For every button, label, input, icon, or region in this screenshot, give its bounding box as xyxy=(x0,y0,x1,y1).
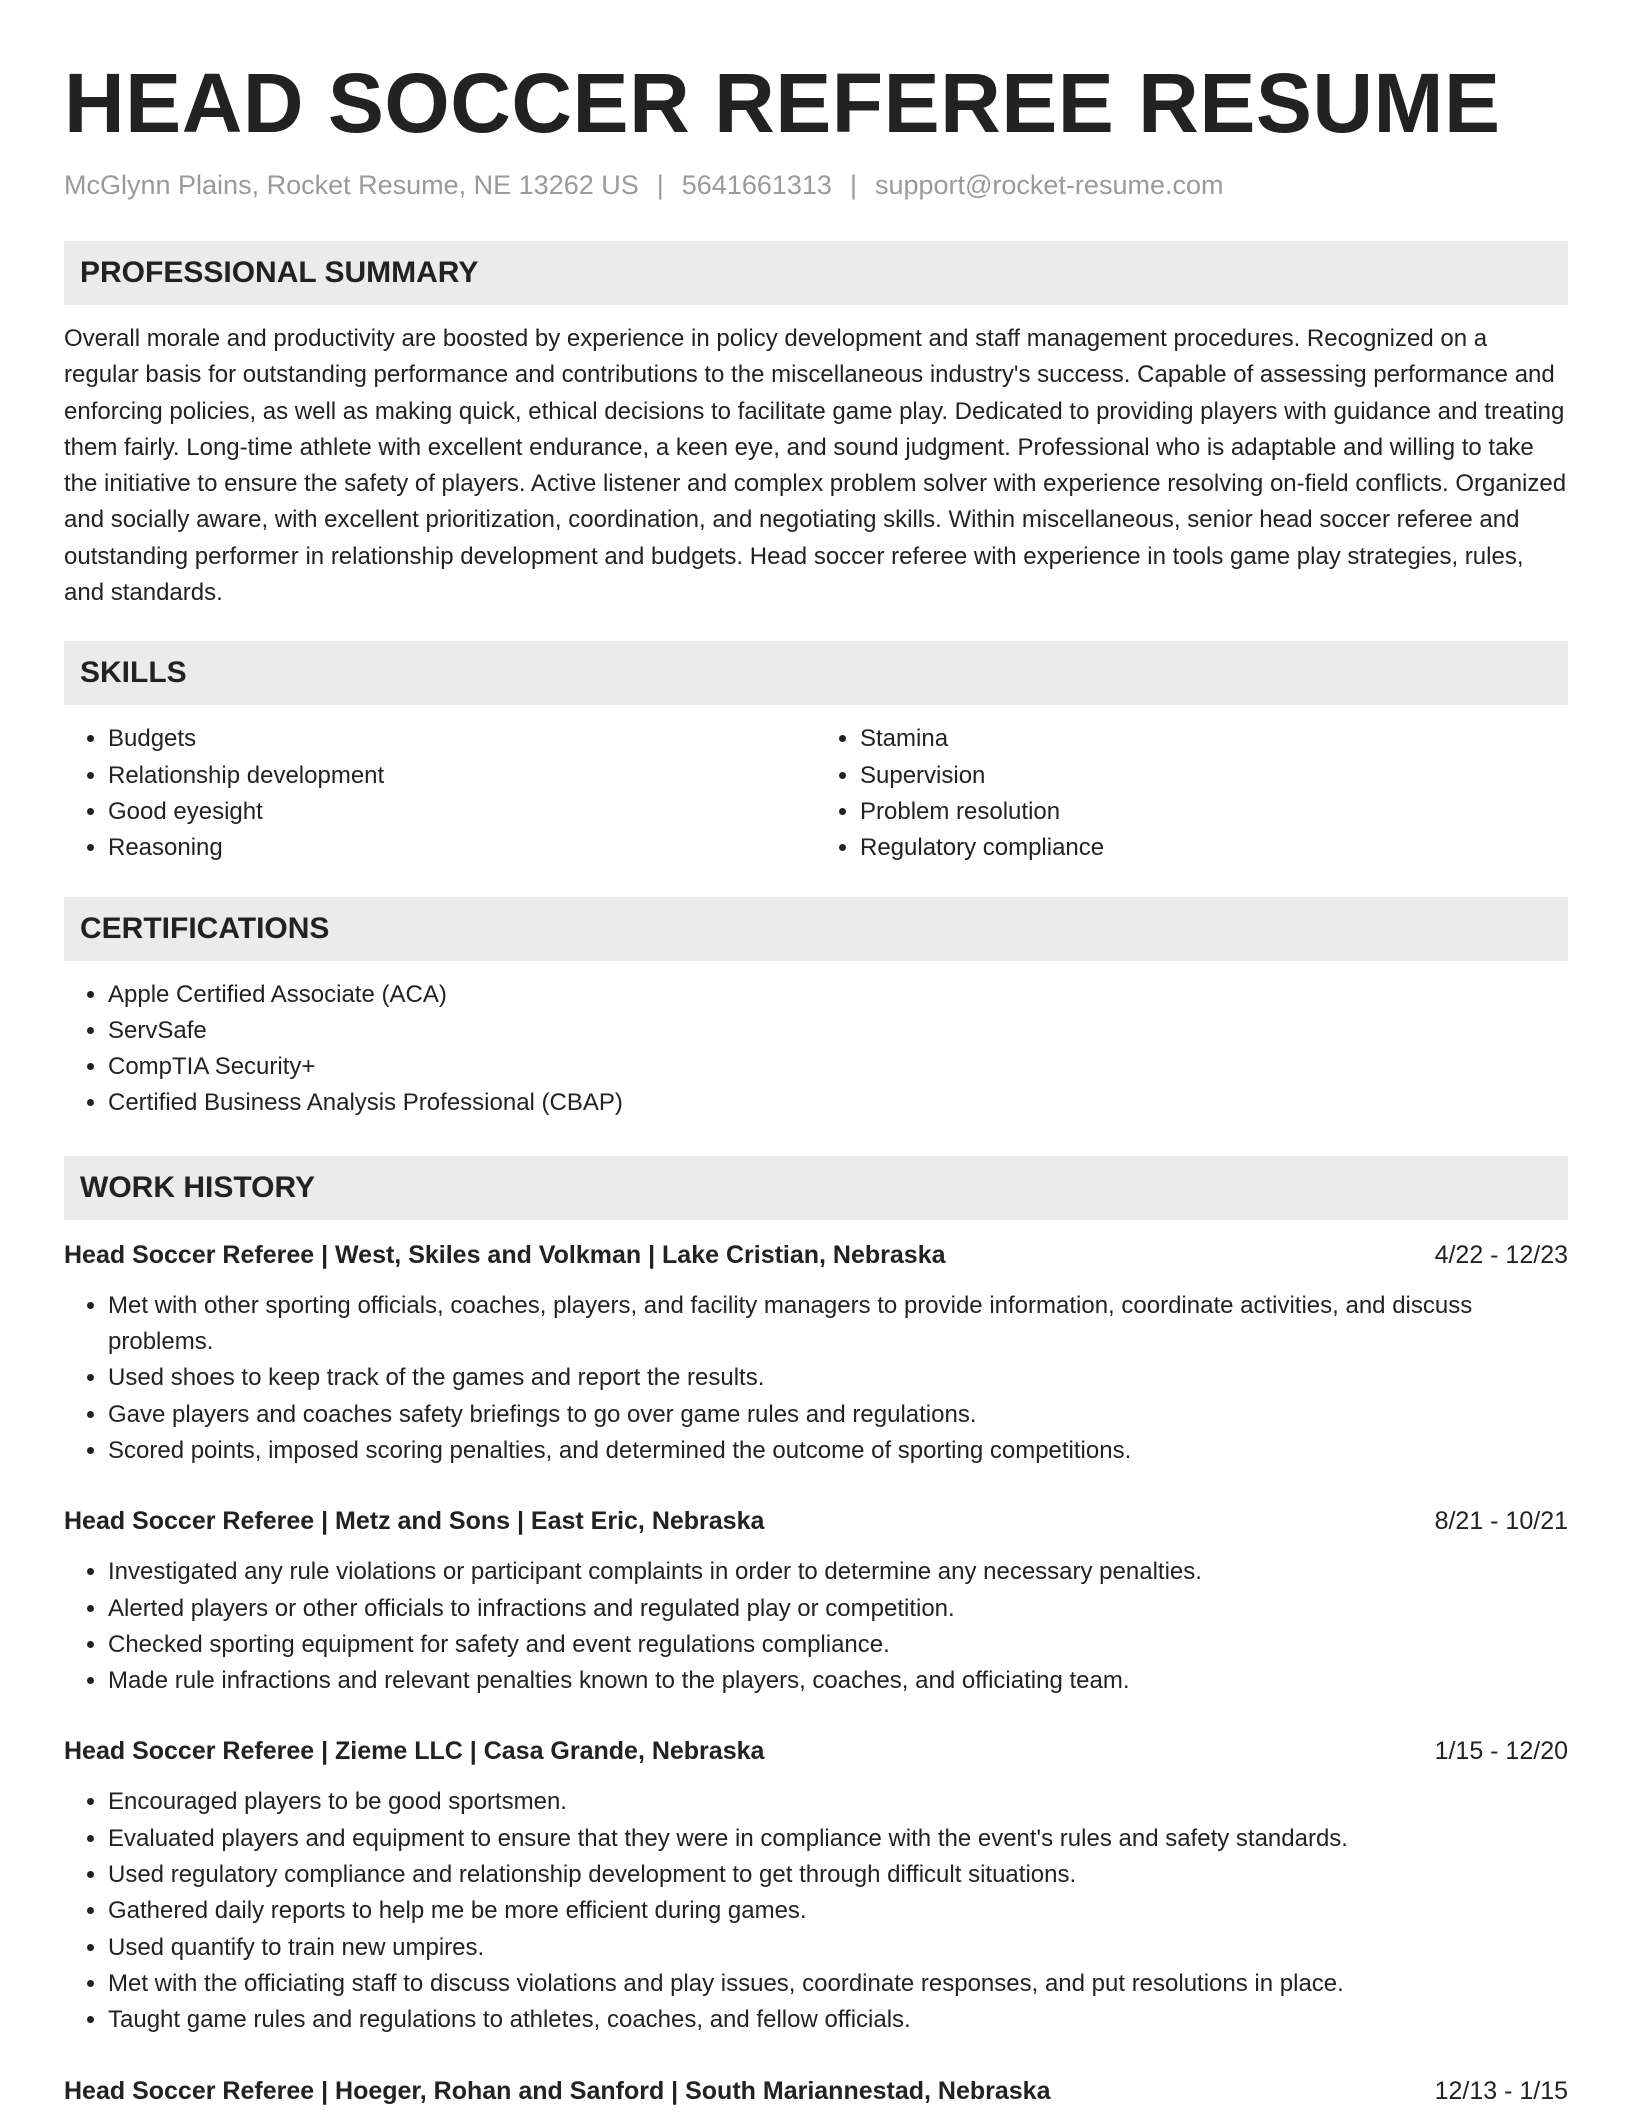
summary-text: Overall morale and productivity are boosted by experience in policy development and staff management procedures. Recognized on a regular basis for outstanding performance and contributions to the miscellaneous industry's success. Capable of assessing performance and enforcing policies, as well as making quick, ethical decisions to facilitate game play. Dedicated to providing players with guidance and treating them fairly. Long-time athlete with excellent endurance, a keen eye, and sound judgment. Professional who is adaptable and willing to take the initiative to ensure the safety of players. Active listener and complex problem solver with experience resolving on-field conflicts. Organized and socially aware, with excellent prioritization, coordination, and negotiating skills. Within miscellaneous, senior head soccer referee and outstanding performer in relationship development and budgets. Head soccer referee with experience in tools game play strategies, rules, and standards. xyxy=(64,325,1567,607)
certifications-list xyxy=(64,977,1568,1122)
contact-phone: 5641661313 xyxy=(681,170,832,200)
job-dates: 4/22 - 12/23 xyxy=(1434,1240,1568,1269)
skill-item: • Budgets xyxy=(108,721,816,757)
certification-item: • ServSafe xyxy=(108,1013,1568,1049)
job-dates: 1/15 - 12/20 xyxy=(1434,1737,1568,1766)
skill-item: • Regulatory compliance xyxy=(860,830,1568,866)
job-title: Head Soccer Referee | West, Skiles and Volkman | Lake Cristian, Nebraska xyxy=(64,1240,946,1269)
job-dates: 12/13 - 1/15 xyxy=(1434,2076,1568,2105)
job-duty: • Met with the officiating staff to discuss violations and play issues, coordinate responses, and put resolutions in place. xyxy=(108,1966,1568,2002)
job-dates: 8/21 - 10/21 xyxy=(1434,1507,1568,1536)
job-duty: • Met with other sporting officials, coaches, players, and facility managers to provide information, coordinate activities, and discuss problems. xyxy=(108,1288,1568,1361)
job-duty: • Scored points, imposed scoring penalties, and determined the outcome of sporting competitions. xyxy=(108,1433,1568,1469)
section-header-work-history: WORK HISTORY xyxy=(64,1156,1568,1220)
job-title: Head Soccer Referee | Hoeger, Rohan and Sanford | South Mariannestad, Nebraska xyxy=(64,2076,1051,2105)
job-header xyxy=(64,1238,1568,1272)
section-header-skills: SKILLS xyxy=(64,641,1568,705)
job-duty: • Checked sporting equipment for safety and event regulations compliance. xyxy=(108,1627,1568,1663)
contact-separator: | xyxy=(849,170,857,200)
job-duty: • Used regulatory compliance and relationship development to get through difficult situations. xyxy=(108,1857,1568,1893)
job-duty: • Used quantify to train new umpires. xyxy=(108,1930,1568,1966)
skills-list xyxy=(64,721,1568,866)
job-duty: • Encouraged players to be good sportsmen. xyxy=(108,1784,1568,1820)
skills-column-left xyxy=(64,721,816,866)
section-header-certifications: CERTIFICATIONS xyxy=(64,897,1568,961)
job-duty: • Gave players and coaches safety briefings to go over game rules and regulations. xyxy=(108,1397,1568,1433)
certification-item: • Apple Certified Associate (ACA) xyxy=(108,977,1568,1013)
skill-item: • Reasoning xyxy=(108,830,816,866)
job-duty: • Taught game rules and regulations to athletes, coaches, and fellow officials. xyxy=(108,2002,1568,2038)
job-duties-list xyxy=(64,1784,1568,2038)
resume-title: HEAD SOCCER REFEREE RESUME xyxy=(64,56,1501,150)
job-title: Head Soccer Referee | Zieme LLC | Casa Grande, Nebraska xyxy=(64,1737,765,1766)
job-duty: • Gathered daily reports to help me be more efficient during games. xyxy=(108,1893,1568,1929)
certification-item: • Certified Business Analysis Professional (CBAP) xyxy=(108,1085,1568,1121)
skill-item: • Supervision xyxy=(860,758,1568,794)
contact-address: McGlynn Plains, Rocket Resume, NE 13262 US xyxy=(64,170,639,200)
contact-separator: | xyxy=(656,170,664,200)
job-duties-list xyxy=(64,1288,1568,1469)
job-duty: • Evaluated players and equipment to ensure that they were in compliance with the event's rules and safety standards. xyxy=(108,1821,1568,1857)
job-duty: • Made rule infractions and relevant penalties known to the players, coaches, and officiating team. xyxy=(108,1663,1568,1699)
job-duty: • Alerted players or other officials to infractions and regulated play or competition. xyxy=(108,1591,1568,1627)
skill-item: • Relationship development xyxy=(108,758,816,794)
skill-item: • Good eyesight xyxy=(108,794,816,830)
job-duty: • Investigated any rule violations or participant complaints in order to determine any necessary penalties. xyxy=(108,1554,1568,1590)
skills-column-right xyxy=(816,721,1568,866)
job-duty: • Used shoes to keep track of the games and report the results. xyxy=(108,1360,1568,1396)
section-header-summary: PROFESSIONAL SUMMARY xyxy=(64,241,1568,305)
job-duties-list xyxy=(64,1554,1568,1699)
job-title: Head Soccer Referee | Metz and Sons | East Eric, Nebraska xyxy=(64,1507,765,1536)
skill-item: • Stamina xyxy=(860,721,1568,757)
job-header xyxy=(64,1504,1568,1538)
job-header xyxy=(64,2074,1568,2108)
job-header xyxy=(64,1734,1568,1768)
contact-line xyxy=(64,168,1568,202)
certification-item: • CompTIA Security+ xyxy=(108,1049,1568,1085)
contact-email: support@rocket-resume.com xyxy=(874,170,1224,200)
skill-item: • Problem resolution xyxy=(860,794,1568,830)
